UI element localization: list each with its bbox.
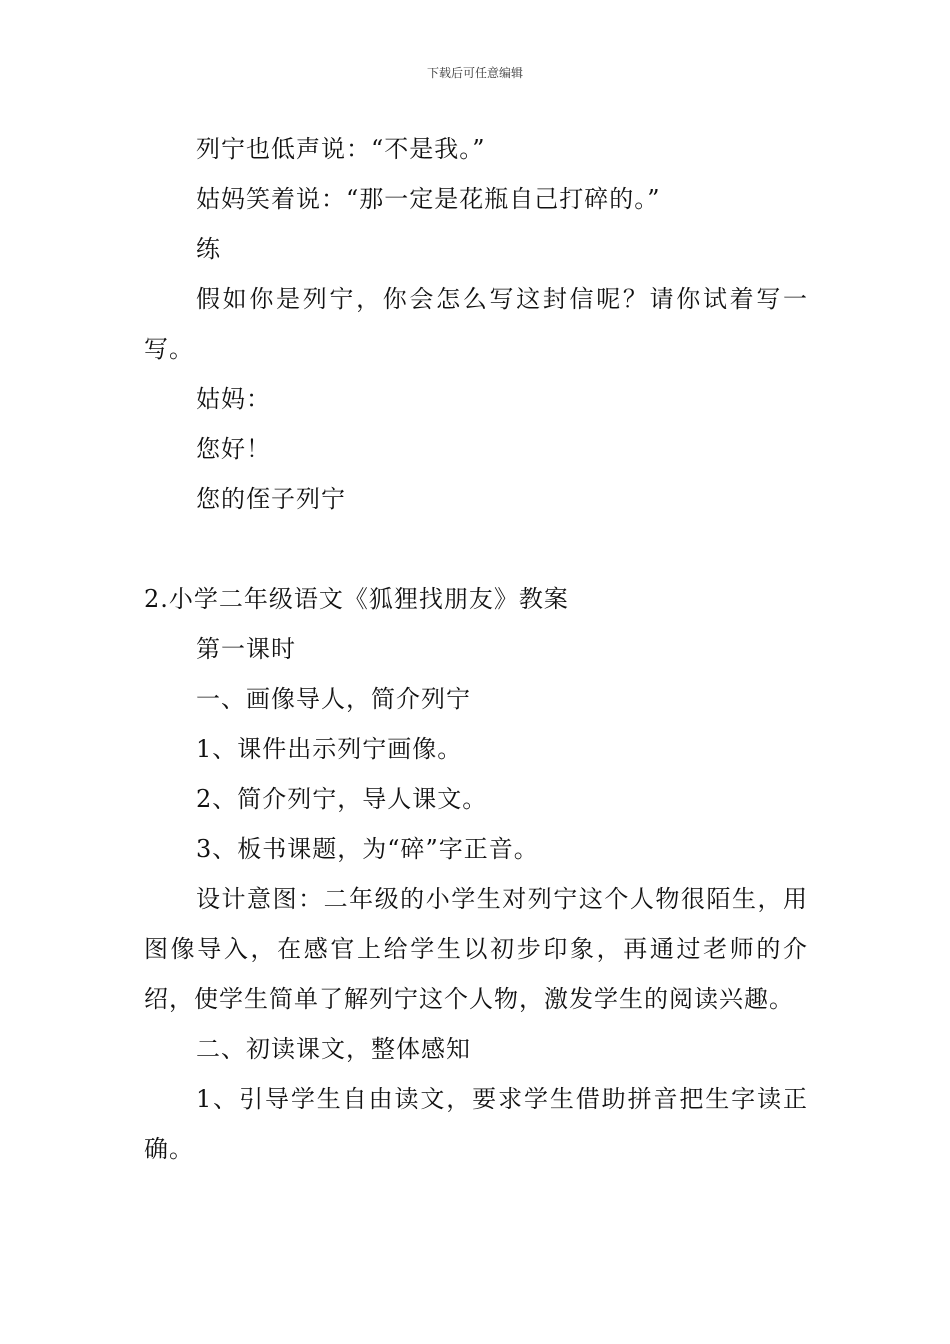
paragraph: 您的侄子列宁 [196,485,346,513]
paragraph: 姑妈笑着说：“那一定是花瓶自己打碎的。” [196,185,661,213]
paragraph: 二、初读课文，整体感知 [196,1035,471,1063]
paragraph: 姑妈： [196,385,271,413]
spacer [144,524,808,574]
document-body [144,124,808,1174]
paragraph: 您好！ [196,435,271,463]
paragraph: 列宁也低声说：“不是我。” [196,135,486,163]
page-header: 下载后可任意编辑 [426,66,523,80]
paragraph: 第一课时 [196,635,296,663]
paragraph: 一、画像导人，简介列宁 [196,685,471,713]
paragraph: 3、板书课题，为“碎”字正音。 [196,835,539,863]
paragraph: 2、简介列宁，导人课文。 [196,785,488,813]
paragraph: 设计意图：二年级的小学生对列宁这个人物很陌生，用图像导入，在感官上给学生以初步印象，再通过老师的介绍，使学生简单了解列宁这个人物，激发学生的阅读兴趣。 [144,885,808,1013]
paragraph: 1、课件出示列宁画像。 [196,735,463,763]
section-title: 2.小学二年级语文《狐狸找朋友》教案 [144,585,569,613]
paragraph: 1、引导学生自由读文，要求学生借助拼音把生字读正确。 [144,1085,808,1163]
paragraph: 假如你是列宁，你会怎么写这封信呢？请你试着写一写。 [144,285,808,363]
paragraph: 练 [196,235,221,263]
